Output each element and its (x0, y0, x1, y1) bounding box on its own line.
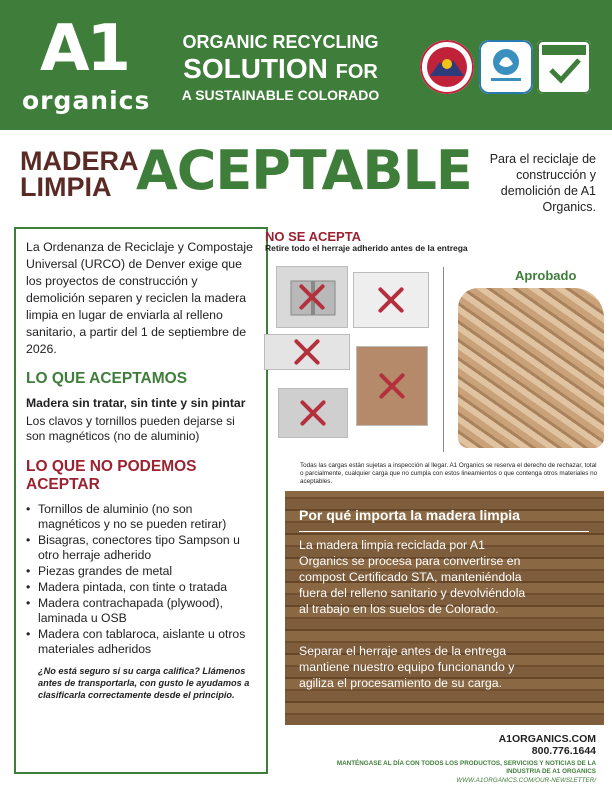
clean-wood-photo (458, 288, 604, 448)
title-description: Para el reciclaje de construcción y demolición de A1 Organics. (489, 152, 596, 214)
reject-x-icon (297, 282, 327, 312)
accept-text: Los clavos y tornillos pueden dejarse si son magnéticos (no de aluminio) (26, 414, 235, 443)
certified-compost-badge (537, 40, 591, 94)
list-item: • Madera contrachapada (plywood), laminada u OSB (26, 596, 256, 626)
insulation-photo (356, 346, 428, 426)
title-limpia: LIMPIA (20, 172, 112, 202)
title-madera: MADERA (20, 146, 139, 176)
reject-heading: LO QUE NO PODEMOS ACEPTAR (26, 458, 197, 493)
nails-photo (353, 272, 429, 328)
unsure-note: ¿No está seguro si su carga califica? Llámenos antes de transportarla, con gusto le ayudamos a clasificarla correctamente desde el principio. (38, 666, 250, 700)
reject-list (26, 502, 256, 657)
why-rule (299, 531, 589, 532)
no-acepta-heading: NO SE ACEPTA (265, 229, 362, 244)
why-paragraph-1: La madera limpia reciclada por A1 Organics se procesa para convertirse en compost Certificado STA, manteniéndola fuera del relleno sanitario y devolviéndola al trabajo en los suelos de Colorado. (299, 538, 526, 616)
reject-x-icon (298, 398, 328, 428)
colorado-proud-badge (420, 40, 474, 94)
why-clean-wood-panel (285, 491, 604, 725)
inspection-disclaimer: Todas las cargas están sujetas a inspección al llegar. A1 Organics se reserva el derecho de rechazar, total o parcialmente, cualquier carga que no cumpla con estos lineamientos o que contenga otros materiales no aceptables. (300, 462, 598, 485)
header-line3: A SUSTAINABLE COLORADO (181, 87, 380, 103)
logo-organics: organics (22, 86, 151, 115)
photo-divider (443, 267, 444, 452)
accept-heading: LO QUE ACEPTAMOS (26, 370, 188, 387)
urco-intro: La Ordenanza de Reciclaje y Compostaje Universal (URCO) de Denver exige que los proyectos de construcción y demolición separen y reciclen la madera limpia en lugar de enviarla al relleno sanitario, a partir del 1 de septiembre de 2026. (26, 240, 253, 356)
list-item: • Tornillos de aluminio (no son magnéticos y no se pueden retirar) (26, 502, 256, 532)
why-heading: Por qué importa la madera limpia (299, 507, 520, 523)
list-item: • Bisagras, conectores tipo Sampson u otro herraje adherido (26, 533, 256, 563)
colorado-compost-badge (479, 40, 533, 94)
header-solution: SOLUTION (183, 53, 328, 84)
title-aceptable: ACEPTABLE (136, 139, 472, 202)
aprobado-label: Aprobado (515, 268, 577, 283)
accept-bold: Madera sin tratar, sin tinte y sin pintar (26, 396, 246, 410)
header-banner (0, 0, 612, 130)
list-item: • Madera pintada, con tinte o tratada (26, 580, 256, 595)
website-link[interactable]: A1ORGANICS.COM (498, 733, 596, 745)
newsletter-link[interactable]: WWW.A1ORGANICS.COM/OUR-NEWSLETTER/ (456, 777, 596, 784)
newsletter-text: MANTÉNGASE AL DÍA CON TODOS LOS PRODUCTOS, SERVICIOS Y NOTICIAS DE LA INDUSTRIA DE A1 ORGANICS (336, 760, 596, 775)
reject-x-icon (292, 337, 322, 367)
reject-x-icon (377, 371, 407, 401)
hinge2-photo (278, 388, 348, 438)
list-item: • Madera con tablaroca, aislante u otros materiales adheridos (26, 627, 256, 657)
title-madera-limpia (20, 148, 139, 200)
no-acepta-subheading: Retire todo el herraje adherido antes de la entrega (265, 243, 468, 253)
header-line2 (178, 52, 383, 89)
reject-x-icon (376, 285, 406, 315)
why-paragraph-2: Separar el herraje antes de la entrega mantiene nuestro equipo funcionando y agiliza el procesamiento de su carga. (299, 644, 515, 690)
header-line1: ORGANIC RECYCLING (182, 32, 379, 52)
list-item: • Piezas grandes de metal (26, 564, 256, 579)
header-for: FOR (335, 61, 378, 83)
hinge-photo (276, 266, 348, 328)
connector-photo (264, 334, 350, 370)
logo-a1: A1 (40, 12, 129, 86)
phone-number[interactable]: 800.776.1644 (531, 745, 596, 757)
left-info-box (14, 227, 268, 774)
